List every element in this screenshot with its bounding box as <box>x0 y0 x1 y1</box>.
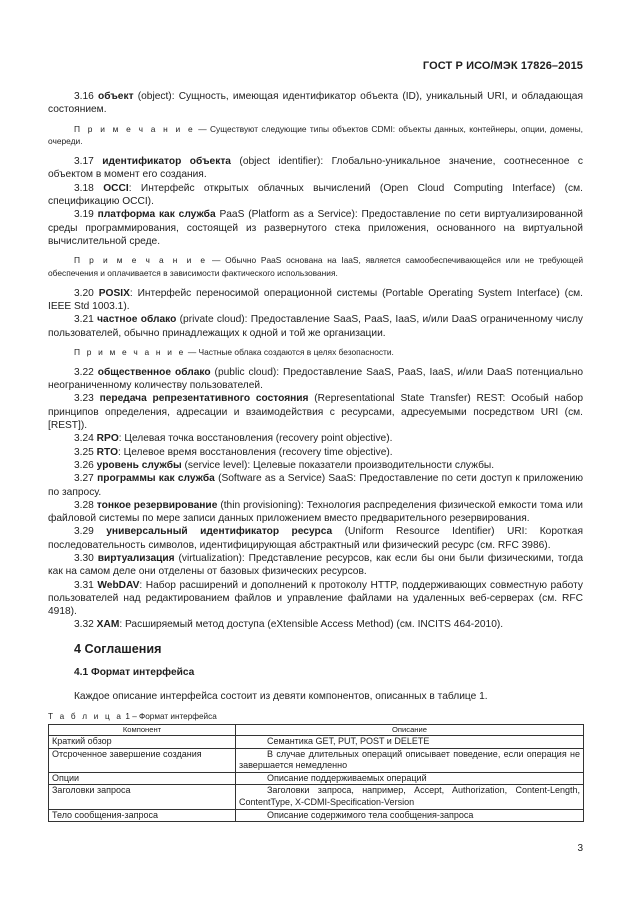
table-row <box>49 748 584 772</box>
description-cell <box>236 736 584 749</box>
entry-term: универсальный идентификатор ресурса <box>106 526 333 538</box>
definition-entry <box>48 90 583 117</box>
note <box>48 346 583 359</box>
definition-entry <box>48 392 583 432</box>
table-row <box>49 736 584 749</box>
definition-entry <box>48 579 583 619</box>
entry-number: 3.29 <box>74 526 94 538</box>
definition-entry <box>48 459 583 472</box>
entry-definition: (object): Сущность, имеющая идентификатор объекта (ID), уникальный URI, и обладающая состоянием. <box>48 91 583 116</box>
description-cell <box>236 785 584 809</box>
table-body <box>49 736 584 822</box>
definition-entry <box>48 432 583 445</box>
entry-term: программы как служба <box>97 473 215 485</box>
entry-term: WebDAV <box>97 579 140 591</box>
table-row <box>49 785 584 809</box>
entry-term: объект <box>98 91 134 102</box>
section-heading: 4 Соглашения <box>74 641 162 656</box>
entry-number: 3.30 <box>74 553 94 564</box>
description-text: Описание поддерживаемых операций <box>267 772 427 783</box>
entry-number: 3.27 <box>74 473 94 485</box>
entry-definition: (thin provisioning): Технология распределения физической емкости тома или файловой системы по мере записи данных приложением вместо предварительного резервирования. <box>48 499 584 525</box>
entry-term: общественное облако <box>97 366 211 378</box>
page-number: 3 <box>577 843 583 854</box>
entry-term: RPO <box>96 433 119 445</box>
note-text: — Существуют следующие типы объектов CDMI: объекты данных, контейнеры, опции, домены, очереди. <box>48 123 583 147</box>
definition-entry <box>48 472 583 499</box>
table-caption <box>48 711 583 723</box>
component-cell: Отсроченное завершение создания <box>49 748 236 772</box>
component-cell: Заголовки запроса <box>49 785 236 809</box>
entry-definition: : Интерфейс открытых облачных вычислений (Open Cloud Computing Interface) (см. спецификацию OCCI). <box>48 182 583 208</box>
component-cell: Тело сообщения-запроса <box>49 809 236 822</box>
note-label: П р и м е ч а н и е <box>74 123 195 134</box>
note-label: П р и м е ч а н и е <box>74 347 186 358</box>
description-text: Семантика GET, PUT, POST и DELETE <box>267 736 430 747</box>
entry-definition: (virtualization): Представление ресурсов, как если бы они были физическими, тогда как на самом деле они отделены от базовых физических ресурсов. <box>48 553 583 578</box>
definition-entry <box>48 155 583 182</box>
description-cell <box>236 809 584 822</box>
entry-number: 3.25 <box>74 446 94 458</box>
definition-list <box>48 90 583 117</box>
entry-number: 3.28 <box>74 499 94 511</box>
entry-number: 3.17 <box>74 156 94 168</box>
definition-entry <box>48 525 583 552</box>
description-text: В случае длительных операций описывает поведение, если операция не завершается немедленно <box>239 748 580 771</box>
entry-number: 3.24 <box>74 433 94 445</box>
entry-definition: : Интерфейс переносимой операционной системы (Portable Operating System Interface) (см. IEEE Std 1003.1). <box>48 287 583 313</box>
document-header: ГОСТ Р ИСО/МЭК 17826–2015 <box>422 60 583 72</box>
entry-definition: (object identifier): Глобально-уникальное значение, соотнесенное с объектом в момент его создания. <box>48 156 583 181</box>
component-cell: Краткий обзор <box>49 736 236 749</box>
description-text: Заголовки запроса, например, Accept, Authorization, Content-Length, ContentType, X-CDMI-Specification-Version <box>239 785 580 808</box>
entry-definition: : Набор расширений и дополнений к протоколу HTTP, поддерживающих совместную работу пользователей над редактированием файлов и управление файлами на удаленных веб-серверах (см. RFC 4918). <box>48 579 583 618</box>
entry-number: 3.19 <box>74 209 94 221</box>
document-body <box>48 90 583 822</box>
note-text: — Обычно PaaS основана на IaaS, является самообеспечивающейся или не требующей обеспечения и оплачивается в зависимости фактического использования. <box>48 255 583 279</box>
table-row <box>49 772 584 785</box>
description-cell <box>236 772 584 785</box>
definition-entry <box>48 552 583 579</box>
note <box>48 254 583 280</box>
entry-definition: (Software as a Service) SaaS: Предоставление по сети доступ к приложению по запросу. <box>48 473 583 498</box>
entry-number: 3.31 <box>74 579 94 591</box>
entry-term: платформа как служба <box>97 209 216 221</box>
definition-list <box>48 366 583 632</box>
table-caption-text: 1 – Формат интерфейса <box>123 712 217 722</box>
entry-term: RTO <box>96 446 118 458</box>
definition-entry <box>48 313 583 340</box>
description-text: Описание содержимого тела сообщения-запроса <box>267 809 474 820</box>
entry-definition: (service level): Целевые показатели производительности службы. <box>181 459 495 471</box>
entry-term: XAM <box>96 619 120 631</box>
entry-number: 3.23 <box>74 393 94 405</box>
entry-number: 3.21 <box>74 314 94 326</box>
definition-entry <box>48 182 583 209</box>
entry-term: идентификатор объекта <box>102 156 231 168</box>
entry-definition: (private cloud): Предоставление SaaS, PaaS, IaaS, и/или DaaS ограниченному числу пользователей, обычно принадлежащих к одной и той же организации. <box>48 314 583 339</box>
table-caption-label: Т а б л и ц а <box>48 712 124 722</box>
entry-definition: (Uniform Resource Identifier) URI: Короткая последовательность символов, идентифицирующая абстрактный или физический ресурс (см. RFC 3986). <box>48 526 583 551</box>
note-label: П р и м е ч а н и е <box>74 255 208 266</box>
note <box>48 123 583 149</box>
entry-definition: (Representational State Transfer) REST: Особый набор принципов определения, адресации и взаимодействия с ресурсами, адресуемыми посредством URI (см. [REST]). <box>48 393 583 432</box>
entry-number: 3.18 <box>74 182 94 194</box>
entry-number: 3.22 <box>74 366 94 378</box>
definition-entry <box>48 618 583 631</box>
entry-term: виртуализация <box>97 553 175 564</box>
definition-entry <box>48 208 583 248</box>
entry-definition: : Целевое время восстановления (recovery time objective). <box>118 446 393 458</box>
component-cell: Опции <box>49 772 236 785</box>
table-row <box>49 809 584 822</box>
column-header: Компонент <box>49 725 236 736</box>
definition-list <box>48 155 583 248</box>
format-table <box>48 724 584 822</box>
definition-list <box>48 287 583 340</box>
note-text: — Частные облака создаются в целях безопасности. <box>185 347 394 358</box>
entry-term: OCCI <box>103 182 129 194</box>
entry-definition: : Целевая точка восстановления (recovery point objective). <box>118 433 393 445</box>
paragraph: Каждое описание интерфейса состоит из девяти компонентов, описанных в таблице 1. <box>74 690 488 702</box>
entry-definition: : Расширяемый метод доступа (eXtensible Access Method) (см. INCITS 464-2010). <box>119 619 504 631</box>
entry-definition: PaaS (Platform as a Service): Предоставление по сети виртуализированной среды программирования, состоящей из развернутого стека приложения, основанного на виртуальной вычислительной среде. <box>48 209 583 247</box>
definition-entry <box>48 366 583 393</box>
definition-entry <box>48 499 583 526</box>
description-cell <box>236 748 584 772</box>
entry-term: передача репрезентативного состояния <box>99 393 309 405</box>
entry-term: тонкое резервирование <box>96 499 218 511</box>
entry-number: 3.32 <box>74 619 94 631</box>
entry-number: 3.16 <box>74 91 94 102</box>
entry-term: уровень службы <box>96 459 182 471</box>
column-header: Описание <box>236 725 584 736</box>
entry-number: 3.20 <box>74 287 94 299</box>
entry-number: 3.26 <box>74 459 94 471</box>
table-header-row <box>49 725 584 736</box>
entry-term: частное облако <box>97 314 177 326</box>
definition-entry <box>48 287 583 314</box>
entry-term: POSIX <box>98 287 130 299</box>
entry-definition: (public cloud): Предоставление SaaS, PaaS, IaaS, и/или DaaS потенциально неограниченному количеству пользователей. <box>48 366 583 392</box>
subsection-heading: 4.1 Формат интерфейса <box>74 666 195 678</box>
definition-entry <box>48 446 583 459</box>
